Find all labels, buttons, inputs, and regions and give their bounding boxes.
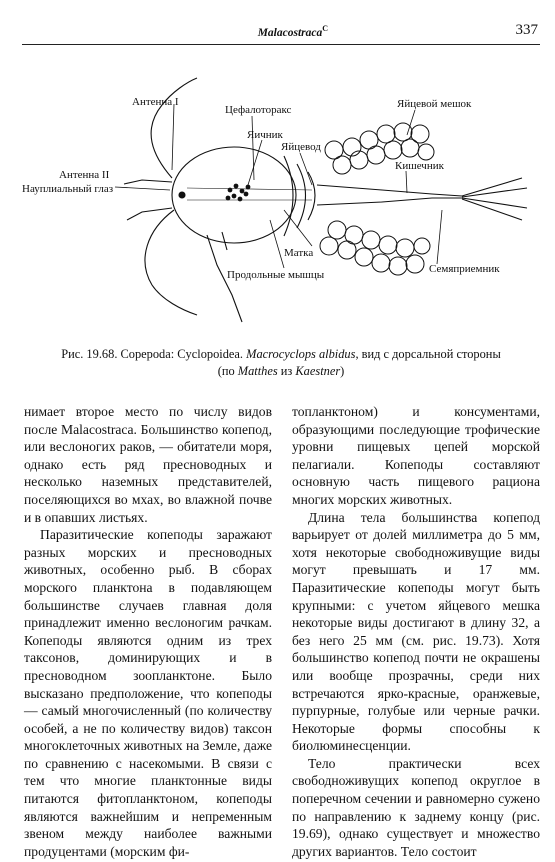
- label-gut: Кишечник: [395, 160, 444, 172]
- paragraph: Паразитические копеподы заражают разных морских и пресноводных животных, особенно рыб. В сборах морского планктона в подавляющем большинстве случаев главная доля принадлежит именно веслоногим рачкам. Копеподы являются одним из трех таксонов, доминирующих и в пресноводном зоопланктоне. Было высказано предположение, что копеподы — самый многочисленный (по количеству особей, а не по количеству видов) таксон многоклеточных животных на Земле, даже по сравнению с насекомыми. В связи с тем что многие планктонные виды питаются фитопланктоном, копеподы являются важнейшим и непременным звеном между наиболее важными продуцентами (морским фи-: [24, 527, 272, 859]
- label-uterus: Матка: [284, 247, 314, 259]
- label-ovary: Яичник: [247, 129, 283, 141]
- label-naupliar-eye: Науплиальный глаз: [22, 183, 114, 195]
- label-cephalothorax: Цефалоторакс: [225, 104, 292, 116]
- antenna-2-right: [127, 208, 172, 220]
- copepod-drawing: [22, 60, 542, 340]
- text-column-left: [24, 403, 272, 860]
- copepod-figure: [22, 60, 542, 340]
- paragraph: топланктоном) и консументами, образующими последующие трофические уровни пищевых цепей морской пелагиали. Копеподы составляют основную часть пищевого рациона многих морских животных.: [292, 404, 540, 507]
- label-longitudinal-muscles: Продольные мышцы: [227, 269, 325, 281]
- label-antenna-1: Антенна I: [132, 96, 179, 108]
- paragraph: нимает второе место по числу видов после Malacostraca. Большинство копепод, или веслоногих раков, — обитатели моря, однако есть ряд пресноводных и несколько наземных представителей, поселяющихся во мхах, во влажной почве и в опавших листьях.: [24, 404, 272, 525]
- running-header: [22, 22, 540, 45]
- label-oviduct: Яйцевод: [281, 141, 321, 153]
- caption-line-1: Рис. 19.68. Copepoda: Cyclopoidea. Macrocyclops albidus, вид с дорсальной стороны: [61, 347, 501, 361]
- antenna-1-right: [145, 210, 197, 315]
- label-antenna-2: Антенна II: [59, 169, 110, 181]
- furca-setae: [462, 178, 527, 220]
- paragraph: Длина тела большинства копепод варьирует от долей миллиметра до 5 мм, хотя некоторые свободноживущие виды могут превышать и 17 мм. Паразитические копеподы могут быть крупными: с учетом яйцевого мешка некоторые виды достигают в длину 32, а без него 25 мм (см. рис. 19.73). Хотя большинство копепод почти не окрашены или вообще прозрачны, среди них встречаются ярко-красные, оранжевые, пурпурные, голубые или черные рачки. Некоторые формы способны к биолюминесценции.: [292, 509, 540, 754]
- label-seminal-receptacle: Семяприемник: [429, 263, 500, 275]
- antenna-2-left: [124, 180, 172, 184]
- naupliar-eye: [179, 192, 185, 198]
- running-title: Malacostraca$^C$: [257, 24, 328, 39]
- text-column-right: [292, 403, 540, 860]
- figure-caption: [22, 346, 540, 380]
- caption-line-2: (по Matthes из Kaestner): [217, 364, 345, 378]
- egg-sac-lower: [320, 221, 430, 275]
- page-number: 337: [515, 22, 538, 38]
- paragraph: Тело практически всех свободноживущих копепод округлое в поперечном сечении и равномерно сужено по направлению к заднему концу (рис. 19.69), однако существует и множество других вариантов. Тело состоит: [292, 755, 540, 859]
- antenna-1-left: [151, 78, 197, 178]
- label-egg-sac: Яйцевой мешок: [397, 98, 472, 110]
